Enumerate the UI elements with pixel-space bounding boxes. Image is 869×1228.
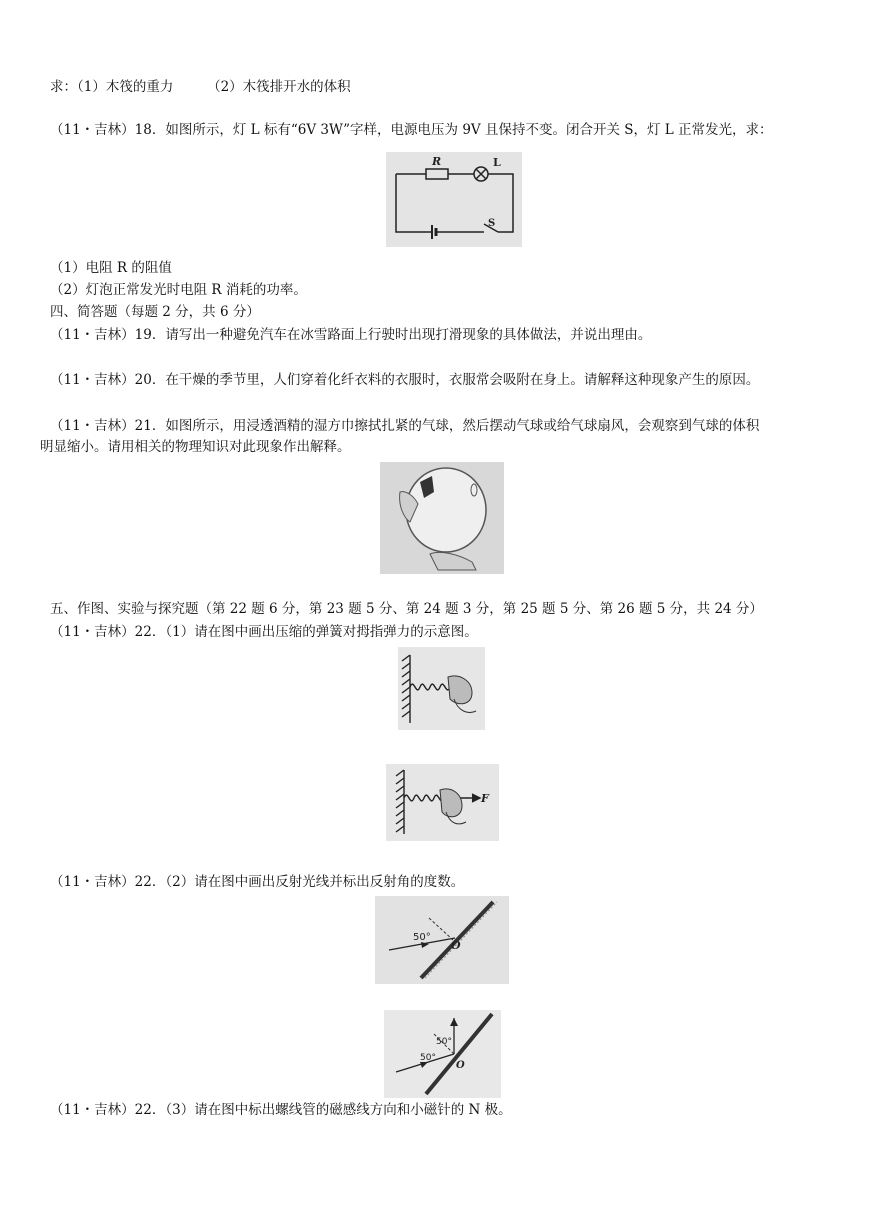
incident-angle-answer-label: 50° xyxy=(420,1053,436,1063)
q22-2-stem: （11・吉林）22．（2）请在图中画出反射光线并标出反射角的度数。 xyxy=(50,874,465,890)
section-4-heading: 四、简答题（每题 2 分，共 6 分） xyxy=(50,304,260,320)
q18-stem: （11・吉林）18．如图所示，灯 L 标有“6V 3W”字样，电源电压为 9V 且保持不变。闭合开关 S，灯 L 正常发光，求： xyxy=(50,122,773,138)
spring-svg xyxy=(398,647,485,730)
mirror-answer-svg xyxy=(384,1010,501,1098)
spring-answer-svg xyxy=(386,764,499,841)
q17-requirements: 求：（1）木筏的重力 （2）木筏排开水的体积 xyxy=(50,79,351,95)
resistor-label: R xyxy=(432,155,442,168)
mirror-figure xyxy=(375,896,509,984)
section-5-heading: 五、作图、实验与探究题（第 22 题 6 分，第 23 题 5 分、第 24 题 3 分，第 25 题 5 分、第 26 题 5 分，共 24 分） xyxy=(50,601,763,617)
point-o-answer-label: O xyxy=(456,1060,465,1071)
q22-3-stem: （11・吉林）22．（3）请在图中标出螺线管的磁感线方向和小磁针的 N 极。 xyxy=(50,1102,512,1118)
q18-sub2: （2）灯泡正常发光时电阻 R 消耗的功率。 xyxy=(50,282,307,298)
mirror-svg xyxy=(375,896,509,984)
q22-1-stem: （11・吉林）22．（1）请在图中画出压缩的弹簧对拇指弹力的示意图。 xyxy=(50,624,478,640)
q21-stem-line1: （11・吉林）21．如图所示，用浸透酒精的湿方巾擦拭扎紧的气球，然后摆动气球或给气球扇风，会观察到气球的体积 xyxy=(50,418,760,434)
lamp-label: L xyxy=(493,156,501,169)
force-label: F xyxy=(481,792,489,805)
spring-figure xyxy=(398,647,485,730)
incident-angle-label: 50° xyxy=(413,932,431,943)
circuit-svg xyxy=(386,152,522,247)
point-o-label: O xyxy=(451,939,461,952)
circuit-diagram xyxy=(386,152,522,247)
reflection-angle-label: 50° xyxy=(436,1037,452,1047)
balloon-figure xyxy=(380,462,504,574)
spring-answer-figure xyxy=(386,764,499,841)
switch-label: S xyxy=(488,218,496,229)
q20-stem: （11・吉林）20．在干燥的季节里，人们穿着化纤衣料的衣服时，衣服常会吸附在身上。请解释这种现象产生的原因。 xyxy=(50,372,760,388)
q21-stem-line2: 明显缩小。请用相关的物理知识对此现象作出解释。 xyxy=(40,439,351,455)
balloon-svg xyxy=(380,462,504,574)
q19-stem: （11・吉林）19．请写出一种避免汽车在冰雪路面上行驶时出现打滑现象的具体做法，并说出理由。 xyxy=(50,327,652,343)
q18-sub1: （1）电阻 R 的阻值 xyxy=(50,260,172,276)
mirror-answer-figure xyxy=(384,1010,501,1098)
